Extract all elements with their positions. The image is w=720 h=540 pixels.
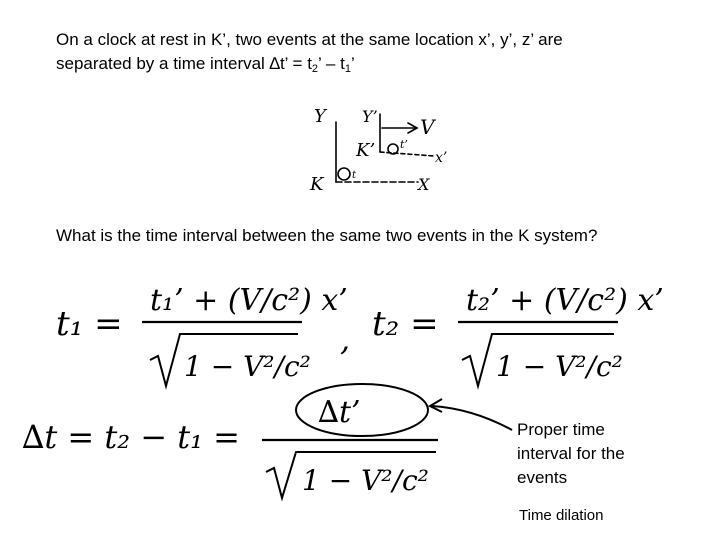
subscript-2: 2 xyxy=(311,63,319,75)
t2-lhs: t₂ = xyxy=(372,304,439,344)
callout-line-2: interval for the xyxy=(517,444,625,463)
t1-lhs: t₁ = xyxy=(56,304,123,344)
x-label: X xyxy=(418,175,430,194)
k-label: K xyxy=(310,174,324,195)
callout-arrow xyxy=(432,406,512,430)
t1-denominator: 1 − V²/c² xyxy=(184,350,311,383)
t-label: t xyxy=(352,170,357,181)
delta-t-numerator: ∆t’ xyxy=(318,395,361,430)
equation-comma: , xyxy=(340,320,351,358)
xprime-label: x’ xyxy=(435,150,448,166)
intro-line-2-mid: ’ – t xyxy=(318,54,345,73)
callout-line-1: Proper time xyxy=(517,420,605,439)
intro-line-2-post: ’ xyxy=(350,54,355,73)
v-label: V xyxy=(420,115,435,139)
t2-denominator: 1 − V²/c² xyxy=(496,350,623,383)
subscript-1: 1 xyxy=(344,63,351,75)
proper-time-callout xyxy=(517,418,667,490)
intro-line-2 xyxy=(56,52,676,81)
clock-k-icon xyxy=(338,168,350,180)
t1-numerator: t₁’ + (V/c²) x’ xyxy=(150,283,348,318)
reference-frames-sketch xyxy=(300,100,470,200)
kprime-label: K’ xyxy=(356,140,376,161)
y-label: Y xyxy=(314,106,326,127)
intro-text xyxy=(56,28,676,81)
tprime-label: t’ xyxy=(400,138,408,151)
proper-time-circle xyxy=(296,384,428,436)
yprime-label: Y’ xyxy=(362,107,378,126)
delta-t-denominator: 1 − V²/c² xyxy=(302,464,429,497)
clock-kprime-icon xyxy=(388,144,398,154)
kprime-x-axis xyxy=(380,152,434,156)
question-text: What is the time interval between the same two events in the K system? xyxy=(56,226,598,245)
t2-numerator: t₂’ + (V/c²) x’ xyxy=(466,283,664,318)
delta-t-lhs: ∆t = t₂ − t₁ = xyxy=(22,418,240,456)
time-dilation-caption: Time dilation xyxy=(519,507,604,524)
intro-line-2-pre: separated by a time interval ∆t’ = t xyxy=(56,54,312,73)
callout-line-3: events xyxy=(517,468,568,487)
intro-line-1: On a clock at rest in K’, two events at the same location x’, y’, z’ are xyxy=(56,30,563,49)
